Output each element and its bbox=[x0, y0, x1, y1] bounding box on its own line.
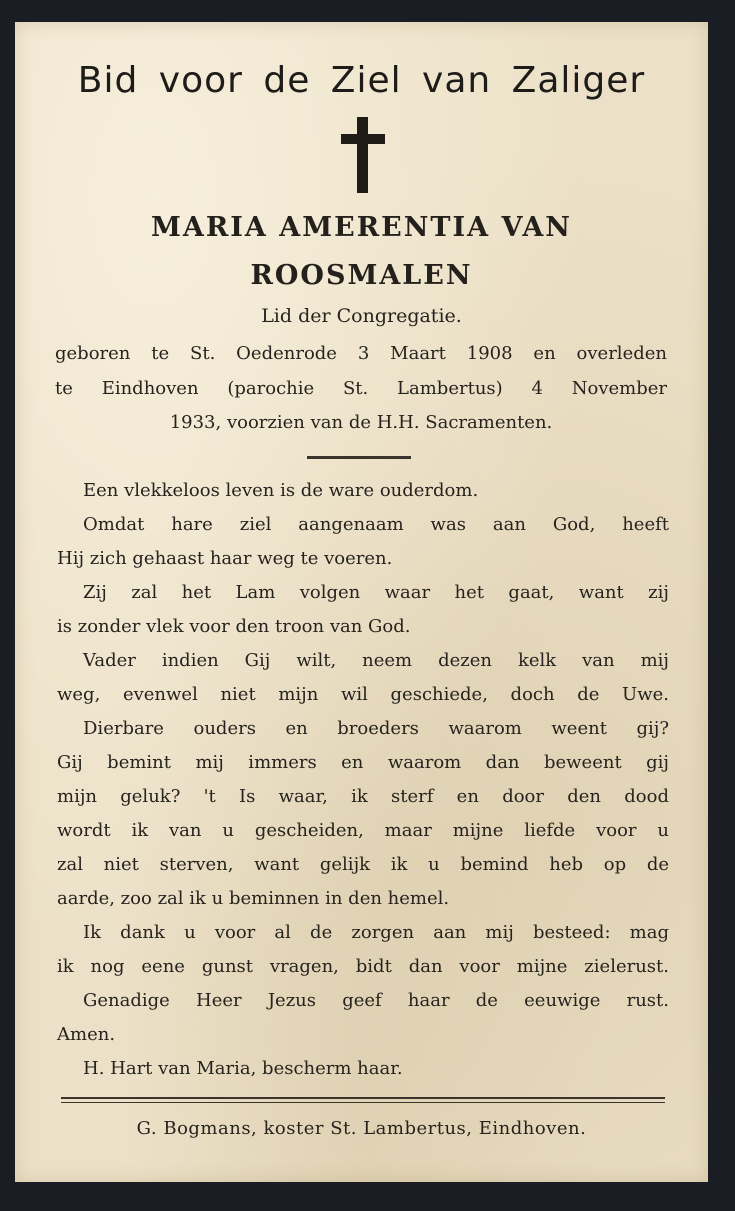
birth-death-line: geboren te St. Oedenrode 3 Maart 1908 en overleden bbox=[55, 343, 667, 364]
footer-divider bbox=[61, 1097, 665, 1099]
section-divider bbox=[307, 456, 411, 459]
verse-line: is zonder vlek voor den troon van God. bbox=[57, 616, 411, 637]
verse-line: Zij zal het Lam volgen waar het gaat, want zij bbox=[83, 582, 669, 603]
verse-line: weg, evenwel niet mijn wil geschiede, doch de Uwe. bbox=[57, 684, 669, 705]
verse-line: Hij zich gehaast haar weg te voeren. bbox=[57, 548, 393, 569]
deceased-name-line2: ROOSMALEN bbox=[250, 260, 473, 291]
birth-death-line: 1933, voorzien van de H.H. Sacramenten. bbox=[169, 412, 553, 433]
verse-line: mijn geluk? 't Is waar, ik sterf en door den dood bbox=[57, 786, 669, 807]
verse-line: zal niet sterven, want gelijk ik u bemind heb op de bbox=[57, 854, 669, 875]
birth-death-line: te Eindhoven (parochie St. Lambertus) 4 November bbox=[55, 378, 667, 399]
verse-line: Ik dank u voor al de zorgen aan mij besteed: mag bbox=[83, 922, 669, 943]
printer-credit: G. Bogmans, koster St. Lambertus, Eindhoven. bbox=[136, 1118, 587, 1139]
memorial-card bbox=[15, 22, 708, 1182]
verse-line: ik nog eene gunst vragen, bidt dan voor mijne zielerust. bbox=[57, 956, 669, 977]
verse-line: Gij bemint mij immers en waarom dan beweent gij bbox=[57, 752, 669, 773]
verse-line: Vader indien Gij wilt, neem dezen kelk van mij bbox=[83, 650, 669, 671]
congregation-note: Lid der Congregatie. bbox=[261, 305, 462, 327]
verse-line: Amen. bbox=[57, 1024, 116, 1045]
verse-line: aarde, zoo zal ik u beminnen in den hemel. bbox=[57, 888, 450, 909]
verse-line: Genadige Heer Jezus geef haar de eeuwige rust. bbox=[83, 990, 669, 1011]
verse-line: Omdat hare ziel aangenaam was aan God, heeft bbox=[83, 514, 669, 535]
verse-line: wordt ik van u gescheiden, maar mijne liefde voor u bbox=[57, 820, 669, 841]
verse-line: Een vlekkeloos leven is de ware ouderdom. bbox=[83, 480, 479, 501]
footer-divider-thin bbox=[61, 1102, 665, 1103]
deceased-name-line1: MARIA AMERENTIA VAN bbox=[151, 212, 572, 243]
card-heading: Bid voor de Ziel van Zaliger bbox=[77, 60, 646, 101]
verse-line: H. Hart van Maria, bescherm haar. bbox=[83, 1058, 403, 1079]
verse-line: Dierbare ouders en broeders waarom weent gij? bbox=[83, 718, 669, 739]
latin-cross-icon bbox=[341, 117, 385, 193]
